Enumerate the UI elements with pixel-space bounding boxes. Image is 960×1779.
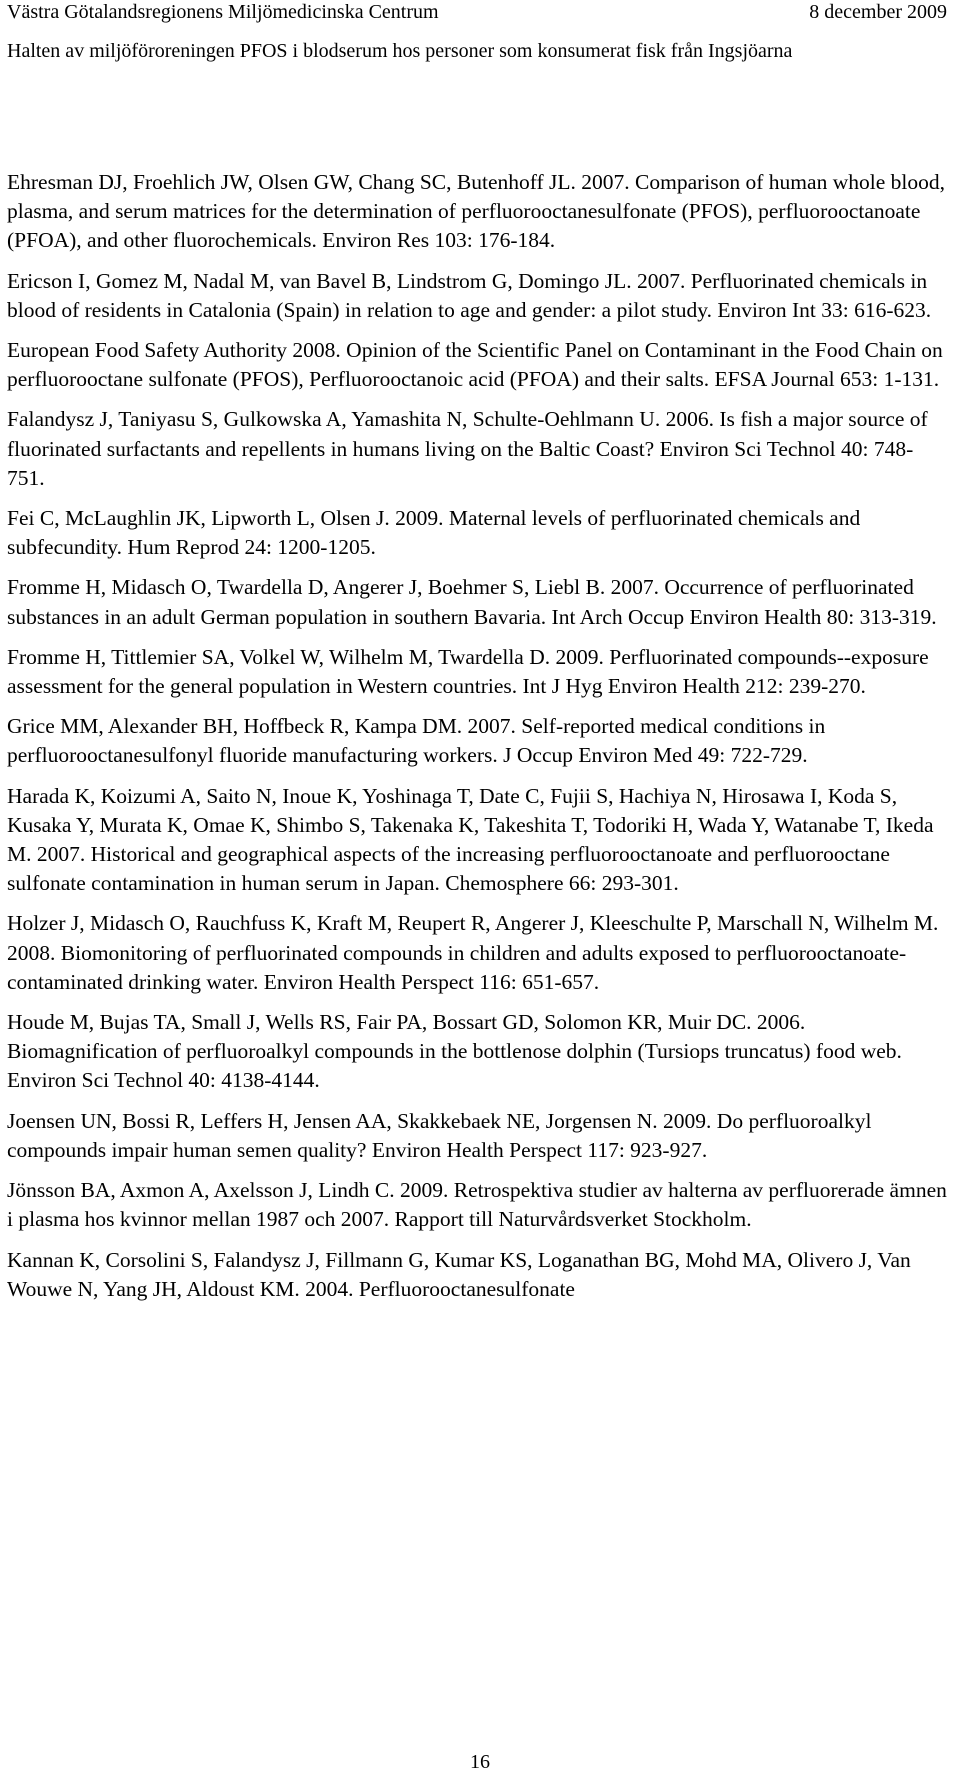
reference-entry: Holzer J, Midasch O, Rauchfuss K, Kraft M, Reupert R, Angerer J, Kleeschulte P, Marschall N, Wilhelm M. 2008. Biomonitoring of perfluorinated compounds in children and adults exposed to perfluorooctanoate-contaminated drinking water. Environ Health Perspect 116: 651-657.: [7, 911, 939, 994]
header-report-title: Halten av miljöföroreningen PFOS i blodserum hos personer som konsumerat fisk från Ingsjöarna: [7, 40, 793, 62]
reference-entry: Harada K, Koizumi A, Saito N, Inoue K, Yoshinaga T, Date C, Fujii S, Hachiya N, Hirosawa I, Koda S, Kusaka Y, Murata K, Omae K, Shimbo S, Takenaka K, Takeshita T, Todoriki H, Wada Y, Watanabe T, Ikeda M. 2007. Historical and geographical aspects of the increasing perfluorooctanoate and perfluorooctane sulfonate contamination in human serum in Japan. Chemosphere 66: 293-301.: [7, 783, 934, 896]
reference-entry: Fei C, McLaughlin JK, Lipworth L, Olsen J. 2009. Maternal levels of perfluorinated chemicals and subfecundity. Hum Reprod 24: 1200-1205.: [7, 506, 861, 560]
reference-entry: European Food Safety Authority 2008. Opinion of the Scientific Panel on Contaminant in the Food Chain on perfluorooctane sulfonate (PFOS), Perfluorooctanoic acid (PFOA) and their salts. EFSA Journal 653: 1-131.: [7, 338, 943, 392]
reference-entry: Falandysz J, Taniyasu S, Gulkowska A, Yamashita N, Schulte-Oehlmann U. 2006. Is fish a major source of fluorinated surfactants and repellents in humans living on the Baltic Coast? Environ Sci Technol 40: 748-751.: [7, 407, 928, 490]
reference-entry: Jönsson BA, Axmon A, Axelsson J, Lindh C. 2009. Retrospektiva studier av halterna av perfluorerade ämnen i plasma hos kvinnor mellan 1987 och 2007. Rapport till Naturvårdsverket Stockholm.: [7, 1178, 947, 1232]
reference-entry: Ericson I, Gomez M, Nadal M, van Bavel B, Lindstrom G, Domingo JL. 2007. Perfluorinated chemicals in blood of residents in Catalonia (Spain) in relation to age and gender: a pilot study. Environ Int 33: 616-623.: [7, 268, 932, 322]
reference-entry: Joensen UN, Bossi R, Leffers H, Jensen AA, Skakkebaek NE, Jorgensen N. 2009. Do perfluoroalkyl compounds impair human semen quality? Environ Health Perspect 117: 923-927.: [7, 1108, 872, 1162]
header-date: 8 december 2009: [809, 1, 947, 23]
reference-entry: Fromme H, Tittlemier SA, Volkel W, Wilhelm M, Twardella D. 2009. Perfluorinated compounds--exposure assessment for the general population in Western countries. Int J Hyg Environ Health 212: 239-270.: [7, 644, 929, 699]
reference-entry: Houde M, Bujas TA, Small J, Wells RS, Fair PA, Bossart GD, Solomon KR, Muir DC. 2006. Biomagnification of perfluoroalkyl compounds in the bottlenose dolphin (Tursiops truncatus) food web. Environ Sci Technol 40: 4138-4144.: [7, 1010, 902, 1093]
reference-entry: Kannan K, Corsolini S, Falandysz J, Fillmann G, Kumar KS, Loganathan BG, Mohd MA, Olivero J, Van Wouwe N, Yang JH, Aldoust KM. 2004. Perfluorooctanesulfonate: [7, 1247, 911, 1301]
page-header: [7, 0, 947, 63]
page-number: 16: [470, 1751, 490, 1773]
reference-list: [7, 168, 947, 1315]
header-organization: Västra Götalandsregionens Miljömedicinska Centrum: [7, 1, 439, 23]
reference-entry: Ehresman DJ, Froehlich JW, Olsen GW, Chang SC, Butenhoff JL. 2007. Comparison of human whole blood, plasma, and serum matrices for the determination of perfluorooctanesulfonate (PFOS), perfluorooctanoate (PFOA), and other fluorochemicals. Environ Res 103: 176-184.: [7, 170, 945, 253]
header-top-row: [7, 0, 947, 24]
reference-entry: Fromme H, Midasch O, Twardella D, Angerer J, Boehmer S, Liebl B. 2007. Occurrence of perfluorinated substances in an adult German population in southern Bavaria. Int Arch Occup Environ Health 80: 313-319.: [7, 575, 937, 629]
reference-entry: Grice MM, Alexander BH, Hoffbeck R, Kampa DM. 2007. Self-reported medical conditions in perfluorooctanesulfonyl fluoride manufacturing workers. J Occup Environ Med 49: 722-729.: [7, 714, 826, 768]
